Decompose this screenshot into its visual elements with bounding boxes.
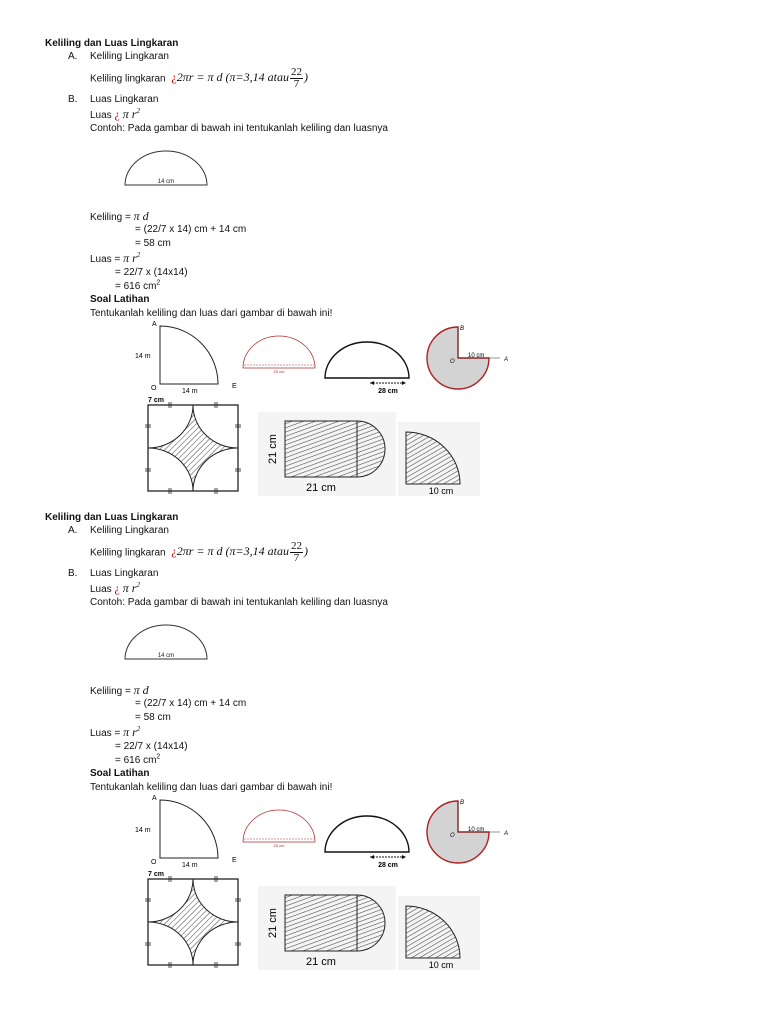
luas-formula: [90, 108, 140, 122]
fraction: [290, 67, 303, 90]
keliling-calc-line: [90, 210, 149, 224]
item-a-label: Keliling Lingkaran: [90, 525, 169, 536]
section-title: Keliling dan Luas Lingkaran: [45, 512, 179, 523]
width-label: 21 cm: [306, 956, 336, 968]
side-label: 7 cm: [148, 871, 164, 878]
bottom-length-label: 14 m: [182, 388, 198, 395]
diameter-label: 28 cm: [378, 862, 398, 869]
square-four-arcs-figure: [140, 869, 245, 969]
section-title: Keliling dan Luas Lingkaran: [45, 38, 179, 49]
point-a-label: A: [504, 831, 509, 837]
radius-label: 10 cm: [428, 486, 454, 496]
keliling-step-1: = (22/7 x 14) cm + 14 cm: [135, 698, 247, 709]
point-b-label: B: [460, 326, 465, 332]
side-length-label: 14 m: [135, 353, 151, 360]
keliling-eq: 2πr: [176, 544, 194, 559]
fraction-numerator: 22: [290, 66, 302, 78]
example-figure-label: 14 cm: [157, 179, 175, 185]
diameter-label: 28 cm: [378, 388, 398, 395]
point-b-label: B: [460, 800, 465, 806]
exponent: 2: [136, 107, 140, 115]
three-quarter-circle-figure: [414, 322, 514, 394]
contoh-text: Contoh: Pada gambar di bawah ini tentukanlah keliling dan luasnya: [90, 123, 388, 134]
luas-formula: [90, 582, 140, 596]
luas-calc-line: [90, 252, 140, 266]
diameter-label: 20 cm: [273, 369, 285, 374]
keliling-label: Keliling =: [90, 212, 131, 223]
keliling-eq2: = π d (π=3,14 atau: [196, 70, 289, 85]
item-b-marker: B.: [68, 568, 78, 579]
height-label: 21 cm: [267, 908, 279, 938]
luas-label: Luas =: [90, 728, 121, 739]
exponent: 2: [156, 753, 161, 761]
soal-instruction: Tentukanlah keliling dan luas dari gambar di bawah ini!: [90, 308, 333, 319]
item-a-marker: A.: [68, 51, 78, 62]
exponent: 2: [136, 725, 141, 733]
point-a-label: A: [504, 357, 509, 363]
soal-instruction: Tentukanlah keliling dan luas dari gambar di bawah ini!: [90, 782, 333, 793]
luas-step-2: [115, 755, 160, 767]
point-a-label: A: [152, 795, 157, 802]
soal-title: Soal Latihan: [90, 768, 150, 779]
luas-eq: π r: [122, 581, 137, 595]
pi-r: π r: [123, 251, 137, 265]
radius-label: 10 cm: [468, 827, 485, 833]
side-label: 7 cm: [148, 397, 164, 404]
point-e-label: E: [232, 857, 237, 864]
small-semicircle-figure: [240, 802, 318, 850]
quarter-circle-figure: [130, 318, 240, 396]
fraction-denominator: 7: [293, 78, 300, 90]
semicircle-arrow-figure: [322, 812, 412, 870]
point-o-label: O: [450, 833, 455, 839]
three-quarter-circle-figure: [414, 796, 514, 868]
keliling-calc-line: [90, 684, 149, 698]
worksheet-section: [0, 474, 768, 970]
example-semicircle-figure: [120, 146, 212, 188]
keliling-step-2: = 58 cm: [135, 712, 171, 723]
fraction-denominator: 7: [293, 552, 300, 564]
point-o-label: O: [151, 859, 157, 866]
luas-calc-line: [90, 726, 140, 740]
point-o-label: O: [151, 385, 157, 392]
quarter-circle-figure: [130, 792, 240, 870]
keliling-eq: 2πr: [176, 70, 194, 85]
keliling-formula: Keliling lingkaran ¿2πr = π d (π=3,14 atau $\frac{22}{7}$ ): [90, 66, 308, 90]
item-b-marker: B.: [68, 94, 78, 105]
pi-d: π d: [133, 683, 149, 697]
diameter-label: 20 cm: [273, 843, 285, 848]
garbled-glyph: ¿: [114, 107, 120, 121]
radius-label: 10 cm: [468, 353, 485, 359]
garbled-glyph: ¿: [171, 544, 177, 559]
keliling-formula: Keliling lingkaran ¿2πr = π d (π=3,14 atau $\frac{22}{7}$ ): [90, 540, 308, 564]
fraction: [290, 541, 303, 564]
pi-d: π d: [133, 209, 149, 223]
keliling-step-1: = (22/7 x 14) cm + 14 cm: [135, 224, 247, 235]
luas-result: = 616 cm: [115, 755, 157, 766]
keliling-step-2: = 58 cm: [135, 238, 171, 249]
rectangle-semicircle-figure: [258, 886, 396, 970]
keliling-eq2: = π d (π=3,14 atau: [196, 544, 289, 559]
luas-eq: π r: [122, 107, 137, 121]
point-e-label: E: [232, 383, 237, 390]
width-label: 21 cm: [306, 482, 336, 494]
bottom-length-label: 14 m: [182, 862, 198, 869]
exponent: 2: [156, 279, 161, 287]
exponent: 2: [136, 581, 140, 589]
keliling-label: Keliling =: [90, 686, 131, 697]
worksheet-section: [0, 0, 768, 496]
side-length-label: 14 m: [135, 827, 151, 834]
garbled-glyph: ¿: [171, 70, 177, 85]
keliling-formula-label: Keliling lingkaran: [90, 547, 166, 559]
example-figure-label: 14 cm: [157, 653, 175, 659]
hatched-quarter-circle-figure: [398, 896, 480, 970]
soal-title: Soal Latihan: [90, 294, 150, 305]
radius-label: 10 cm: [428, 960, 454, 970]
luas-step-2: [115, 281, 160, 293]
item-a-marker: A.: [68, 525, 78, 536]
item-a-label: Keliling Lingkaran: [90, 51, 169, 62]
luas-step-1: = 22/7 x (14x14): [115, 741, 188, 752]
keliling-formula-label: Keliling lingkaran: [90, 73, 166, 85]
point-o-label: O: [450, 359, 455, 365]
item-b-label: Luas Lingkaran: [90, 568, 159, 579]
pi-r: π r: [123, 725, 137, 739]
example-semicircle-figure: [120, 620, 212, 662]
luas-formula-label: Luas: [90, 584, 112, 595]
height-label: 21 cm: [267, 434, 279, 464]
luas-result: = 616 cm: [115, 281, 157, 292]
small-semicircle-figure: [240, 328, 318, 376]
luas-step-1: = 22/7 x (14x14): [115, 267, 188, 278]
exponent: 2: [136, 251, 141, 259]
luas-label: Luas =: [90, 254, 121, 265]
semicircle-arrow-figure: [322, 338, 412, 396]
point-a-label: A: [152, 321, 157, 328]
item-b-label: Luas Lingkaran: [90, 94, 159, 105]
luas-formula-label: Luas: [90, 110, 112, 121]
garbled-glyph: ¿: [114, 581, 120, 595]
fraction-numerator: 22: [290, 540, 302, 552]
contoh-text: Contoh: Pada gambar di bawah ini tentukanlah keliling dan luasnya: [90, 597, 388, 608]
